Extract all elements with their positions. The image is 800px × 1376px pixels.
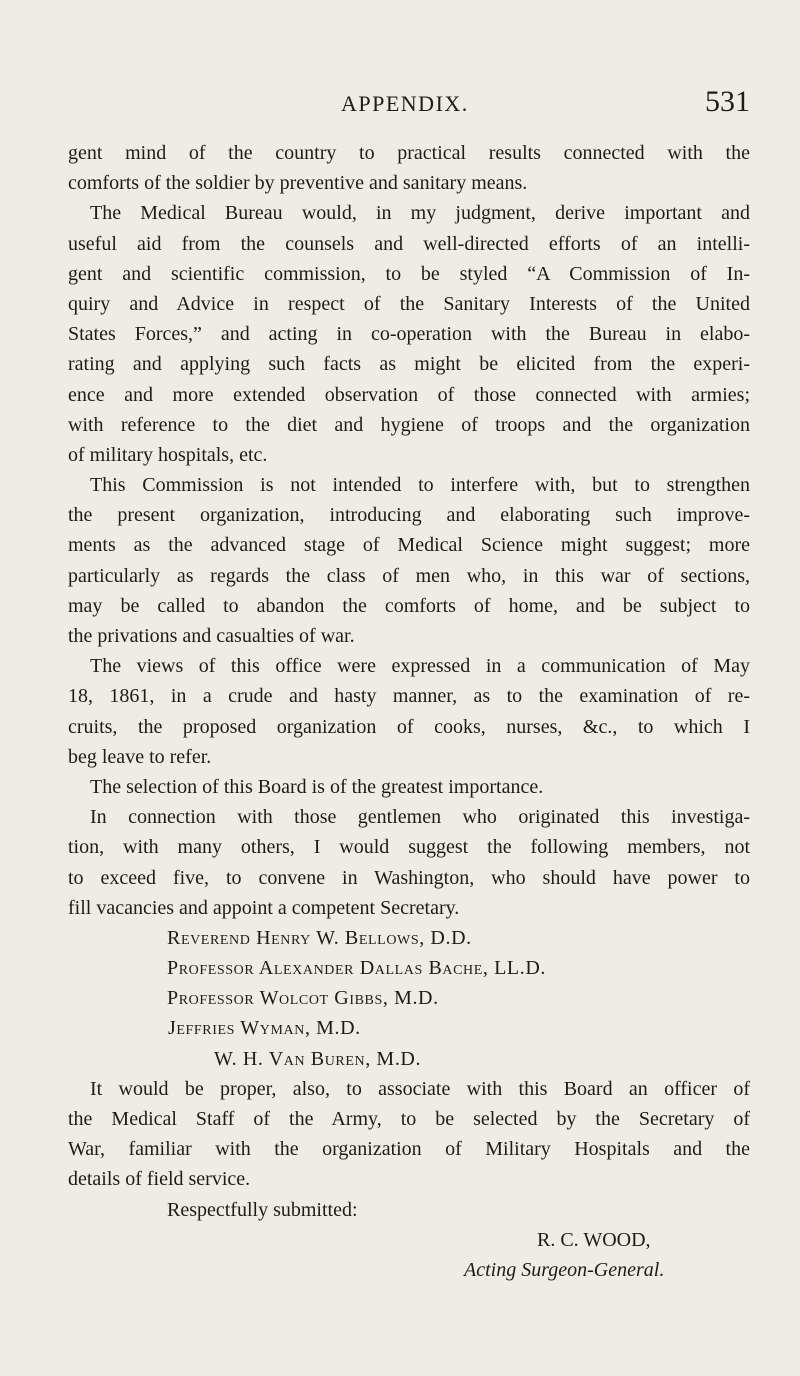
- text-line: 18, 1861, in a crude and hasty manner, as to the examination of re-: [68, 685, 750, 708]
- text-line: of military hospitals, etc.: [68, 443, 268, 466]
- text-line: with reference to the diet and hygiene of troops and the organization: [68, 413, 750, 436]
- text-line: The Medical Bureau would, in my judgment, derive important and: [90, 202, 750, 225]
- text-line: It would be proper, also, to associate with this Board an officer of: [90, 1077, 750, 1100]
- text-line: the Medical Staff of the Army, to be selected by the Secretary of: [68, 1108, 750, 1130]
- text-line: particularly as regards the class of men who, in this war of sections,: [68, 564, 750, 587]
- text-line: This Commission is not intended to interfere with, but to strengthen: [90, 474, 750, 497]
- text-line: In connection with those gentlemen who originated this investiga-: [90, 806, 750, 829]
- text-line: beg leave to refer.: [68, 745, 212, 768]
- text-line: quiry and Advice in respect of the Sanitary Interests of the United: [68, 292, 750, 315]
- text-line: details of field service.: [68, 1168, 251, 1191]
- text-line: useful aid from the counsels and well-directed efforts of an intelli-: [68, 232, 750, 255]
- page-number: 531: [705, 85, 750, 118]
- signature-intro: Respectfully submitted:: [167, 1198, 358, 1221]
- member-name: Professor Alexander Dallas Bache, LL.D.: [167, 957, 546, 980]
- text-line: rating and applying such facts as might be elicited from the experi-: [68, 353, 750, 376]
- text-line: the privations and casualties of war.: [68, 625, 355, 647]
- signatory-name: R. C. WOOD,: [537, 1228, 651, 1251]
- text-line: may be called to abandon the comforts of home, and be subject to: [68, 594, 750, 617]
- text-line: War, familiar with the organization of Military Hospitals and the: [68, 1138, 750, 1161]
- text-line: comforts of the soldier by preventive and sanitary means.: [68, 172, 528, 195]
- text-line: cruits, the proposed organization of cooks, nurses, &c., to which I: [68, 715, 750, 738]
- page-body: [68, 138, 750, 1285]
- member-name: Reverend Henry W. Bellows, D.D.: [167, 926, 472, 949]
- text-line: The views of this office were expressed in a communication of May: [90, 655, 750, 678]
- member-name: W. H. Van Buren, M.D.: [214, 1047, 422, 1070]
- member-name: Professor Wolcot Gibbs, M.D.: [167, 987, 439, 1010]
- text-line: ments as the advanced stage of Medical Science might suggest; more: [68, 534, 750, 557]
- text-line: gent and scientific commission, to be styled “A Commission of In-: [68, 262, 750, 285]
- member-name: Jeffries Wyman, M.D.: [168, 1017, 361, 1040]
- text-line: tion, with many others, I would suggest the following members, not: [68, 836, 750, 859]
- text-line: fill vacancies and appoint a competent Secretary.: [68, 896, 460, 919]
- text-line: the present organization, introducing and elaborating such improve-: [68, 504, 750, 527]
- signatory-title: Acting Surgeon-General.: [464, 1258, 665, 1281]
- text-line: gent mind of the country to practical results connected with the: [68, 142, 750, 164]
- text-line: to exceed five, to convene in Washington, who should have power to: [68, 866, 750, 889]
- running-title: APPENDIX.: [341, 91, 469, 116]
- text-line: States Forces,” and acting in co-operation with the Bureau in elabo-: [68, 323, 750, 346]
- text-line: The selection of this Board is of the greatest importance.: [90, 775, 544, 798]
- page-header: [68, 85, 750, 125]
- text-line: ence and more extended observation of those connected with armies;: [68, 383, 750, 406]
